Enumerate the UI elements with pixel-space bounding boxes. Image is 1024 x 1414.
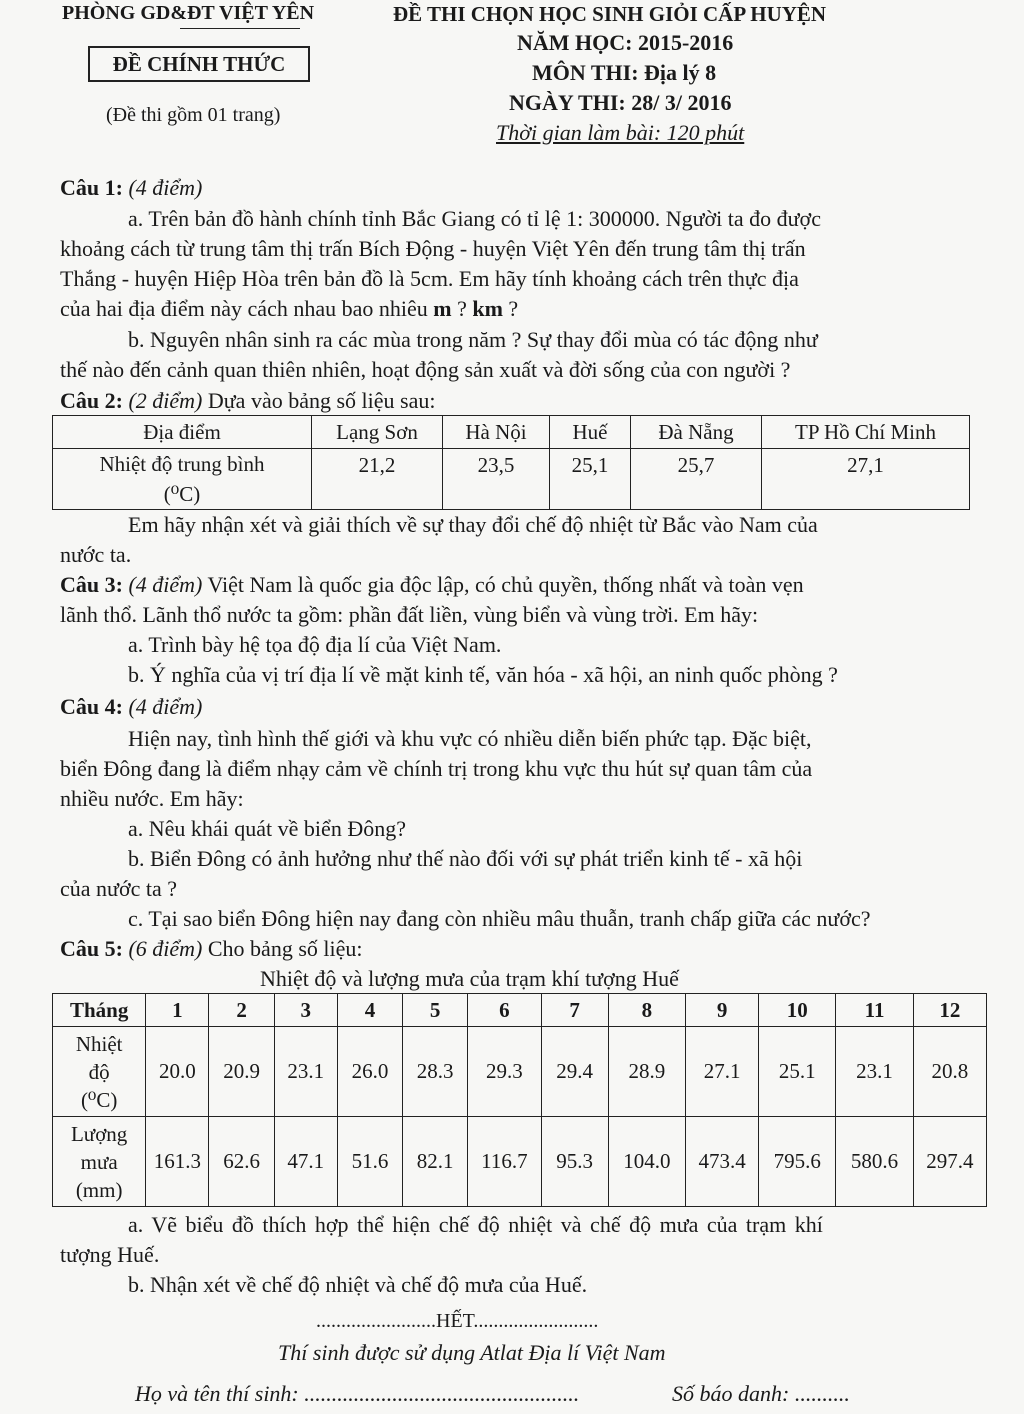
month-label: Tháng xyxy=(53,994,146,1027)
q1-a-line-2: khoảng cách từ trung tâm thị trấn Bích Động - huyện Việt Yên đến trung tâm thị trấn xyxy=(60,236,806,261)
month-cell: 5 xyxy=(403,994,468,1027)
q4-b-line-1: b. Biển Đông có ảnh hưởng như thế nào đối với sự phát triển kinh tế - xã hội xyxy=(128,846,803,871)
question-3-heading xyxy=(60,572,804,598)
month-cell: 11 xyxy=(836,994,913,1027)
temperature-cell: 27.1 xyxy=(685,1027,758,1117)
q1-a-line-3: Thắng - huyện Hiệp Hòa trên bản đồ là 5cm. Em hãy tính khoảng cách trên thực địa xyxy=(60,266,799,291)
unit-km: km xyxy=(472,296,503,321)
school-year: NĂM HỌC: 2015-2016 xyxy=(517,30,734,55)
temperature-cell: 20.9 xyxy=(209,1027,274,1117)
table-header-cell: Đà Nẵng xyxy=(631,416,762,449)
table-cell: 21,2 xyxy=(312,449,443,510)
table-cell: 25,7 xyxy=(631,449,762,510)
duration: Thời gian làm bài: 120 phút xyxy=(496,120,745,145)
row-label-line-2: (⁰C) xyxy=(163,482,201,506)
q5-a-line-1: a. Vẽ biểu đồ thích hợp thể hiện chế độ nhiệt và chế độ mưa của trạm khí xyxy=(128,1212,823,1237)
temperature-cell: 20.0 xyxy=(146,1027,209,1117)
q1-a-line-4-q: ? xyxy=(451,296,473,321)
temperature-label-line-3: (⁰C) xyxy=(80,1087,118,1112)
temperature-cell: 26.0 xyxy=(337,1027,402,1117)
q5-b: b. Nhận xét về chế độ nhiệt và chế độ mưa của Huế. xyxy=(128,1272,588,1297)
temperature-cell: 23.1 xyxy=(274,1027,337,1117)
rainfall-cell: 580.6 xyxy=(836,1117,913,1207)
table-header-cell: TP Hồ Chí Minh xyxy=(762,416,970,449)
q5-a-line-2: tượng Huế. xyxy=(60,1242,160,1267)
temperature-cell: 23.1 xyxy=(836,1027,913,1117)
table-cell: 25,1 xyxy=(550,449,631,510)
question-2-heading xyxy=(60,388,435,414)
temperature-cell: 28.9 xyxy=(608,1027,685,1117)
q4-line-1: Hiện nay, tình hình thế giới và khu vực có nhiều diễn biến phức tạp. Đặc biệt, xyxy=(128,726,812,751)
month-cell: 1 xyxy=(146,994,209,1027)
end-marker: ........................HẾT......................... xyxy=(316,1310,599,1332)
q3-line-1: Việt Nam là quốc gia độc lập, có chủ quyền, thống nhất và toàn vẹn xyxy=(202,572,804,597)
rainfall-label-line-1: Lượng xyxy=(70,1121,128,1146)
subject: MÔN THI: Địa lý 8 xyxy=(532,60,717,85)
question-1-points: (4 điểm) xyxy=(128,175,203,200)
question-4-points: (4 điểm) xyxy=(128,694,203,719)
q1-b-line-1: b. Nguyên nhân sinh ra các mùa trong năm ? Sự thay đổi mùa có tác động như xyxy=(128,327,818,352)
table-header-cell: Huế xyxy=(550,416,631,449)
education-office: PHÒNG GD&ĐT VIỆT YÊN xyxy=(62,2,315,24)
hue-climate-table xyxy=(52,993,987,1207)
table-header-row xyxy=(53,416,970,449)
question-2-title: Câu 2: xyxy=(60,388,123,413)
question-2-intro: Dựa vào bảng số liệu sau: xyxy=(202,388,436,413)
rainfall-label xyxy=(53,1117,146,1207)
q4-b-line-2: của nước ta ? xyxy=(60,876,177,901)
question-3-points: (4 điểm) xyxy=(128,572,203,597)
candidate-id-field: Số báo danh: .......... xyxy=(672,1381,850,1406)
question-4-title: Câu 4: xyxy=(60,694,123,719)
rainfall-cell: 161.3 xyxy=(146,1117,209,1207)
table-row xyxy=(53,449,970,510)
month-cell: 9 xyxy=(685,994,758,1027)
question-1-title: Câu 1: xyxy=(60,175,123,200)
temperature-label-line-1: Nhiệt xyxy=(75,1031,123,1056)
q3-line-2: lãnh thổ. Lãnh thổ nước ta gồm: phần đất liền, vùng biển và vùng trời. Em hãy: xyxy=(60,602,759,627)
q4-line-2: biển Đông đang là điểm nhạy cảm về chính trị trong khu vực thu hút sự quan tâm của xyxy=(60,756,813,781)
table-header-cell: Địa điểm xyxy=(53,416,312,449)
unit-m: m xyxy=(433,296,452,321)
row-label xyxy=(53,449,312,510)
q2-task-line-1: Em hãy nhận xét và giải thích về sự thay đổi chế độ nhiệt từ Bắc vào Nam của xyxy=(128,512,818,537)
pages-note: (Đề thi gồm 01 trang) xyxy=(106,104,281,126)
month-cell: 4 xyxy=(337,994,402,1027)
temperature-cell: 29.4 xyxy=(541,1027,608,1117)
month-cell: 6 xyxy=(468,994,541,1027)
temperature-cell: 29.3 xyxy=(468,1027,541,1117)
month-cell: 8 xyxy=(608,994,685,1027)
header-rule xyxy=(180,28,300,29)
rainfall-cell: 95.3 xyxy=(541,1117,608,1207)
q2-task-line-2: nước ta. xyxy=(60,542,132,567)
table-cell: 23,5 xyxy=(443,449,550,510)
question-3-title: Câu 3: xyxy=(60,572,123,597)
month-cell: 3 xyxy=(274,994,337,1027)
rainfall-label-line-2: mưa xyxy=(80,1149,118,1174)
question-5-intro: Cho bảng số liệu: xyxy=(202,936,363,961)
rainfall-cell: 62.6 xyxy=(209,1117,274,1207)
month-cell: 10 xyxy=(759,994,836,1027)
row-label-line-1: Nhiệt độ trung bình xyxy=(99,452,265,476)
rainfall-row xyxy=(53,1117,987,1207)
temperature-cell: 28.3 xyxy=(403,1027,468,1117)
temperature-label-line-2: độ xyxy=(88,1059,110,1084)
q1-a-line-1: a. Trên bản đồ hành chính tỉnh Bắc Giang có tỉ lệ 1: 300000. Người ta đo được xyxy=(128,206,821,231)
temperature-cell: 20.8 xyxy=(913,1027,986,1117)
month-cell: 2 xyxy=(209,994,274,1027)
rainfall-label-line-3: (mm) xyxy=(75,1177,123,1202)
table-header-cell: Hà Nội xyxy=(443,416,550,449)
hue-table-title: Nhiệt độ và lượng mưa của trạm khí tượng Huế xyxy=(260,966,679,991)
q1-b-line-2: thế nào đến cảnh quan thiên nhiên, hoạt động sản xuất và đời sống của con người ? xyxy=(60,357,791,382)
official-label: ĐỀ CHÍNH THỨC xyxy=(88,46,310,82)
temperature-cell: 25.1 xyxy=(759,1027,836,1117)
question-4-heading xyxy=(60,694,202,720)
q1-a-line-4-end: ? xyxy=(502,296,519,321)
exam-title: ĐỀ THI CHỌN HỌC SINH GIỎI CẤP HUYỆN xyxy=(393,2,827,26)
question-5-title: Câu 5: xyxy=(60,936,123,961)
month-cell: 12 xyxy=(913,994,986,1027)
table-header-cell: Lạng Sơn xyxy=(312,416,443,449)
table-cell: 27,1 xyxy=(762,449,970,510)
temperature-label xyxy=(53,1027,146,1117)
rainfall-cell: 82.1 xyxy=(403,1117,468,1207)
rainfall-cell: 47.1 xyxy=(274,1117,337,1207)
question-5-points: (6 điểm) xyxy=(128,936,203,961)
temperature-table xyxy=(52,415,970,510)
candidate-name-field: Họ và tên thí sinh: .................................................. xyxy=(135,1381,580,1406)
atlas-note: Thí sinh được sử dụng Atlat Địa lí Việt Nam xyxy=(278,1340,666,1365)
question-1-heading xyxy=(60,175,202,201)
question-2-points: (2 điểm) xyxy=(128,388,203,413)
q4-c: c. Tại sao biển Đông hiện nay đang còn nhiều mâu thuẫn, tranh chấp giữa các nước? xyxy=(128,906,871,931)
question-5-heading xyxy=(60,936,362,962)
q1-a-line-4 xyxy=(60,296,518,322)
q4-line-3: nhiều nước. Em hãy: xyxy=(60,786,244,811)
q3-a: a. Trình bày hệ tọa độ địa lí của Việt Nam. xyxy=(128,632,502,657)
rainfall-cell: 795.6 xyxy=(759,1117,836,1207)
month-cell: 7 xyxy=(541,994,608,1027)
rainfall-cell: 51.6 xyxy=(337,1117,402,1207)
months-row xyxy=(53,994,987,1027)
rainfall-cell: 116.7 xyxy=(468,1117,541,1207)
rainfall-cell: 104.0 xyxy=(608,1117,685,1207)
q4-a: a. Nêu khái quát về biển Đông? xyxy=(128,816,406,841)
q3-b: b. Ý nghĩa của vị trí địa lí về mặt kinh tế, văn hóa - xã hội, an ninh quốc phòng ? xyxy=(128,662,838,687)
rainfall-cell: 297.4 xyxy=(913,1117,986,1207)
temperature-row xyxy=(53,1027,987,1117)
q1-a-line-4-text: của hai địa điểm này cách nhau bao nhiêu xyxy=(60,296,434,321)
exam-date: NGÀY THI: 28/ 3/ 2016 xyxy=(509,90,732,115)
rainfall-cell: 473.4 xyxy=(685,1117,758,1207)
